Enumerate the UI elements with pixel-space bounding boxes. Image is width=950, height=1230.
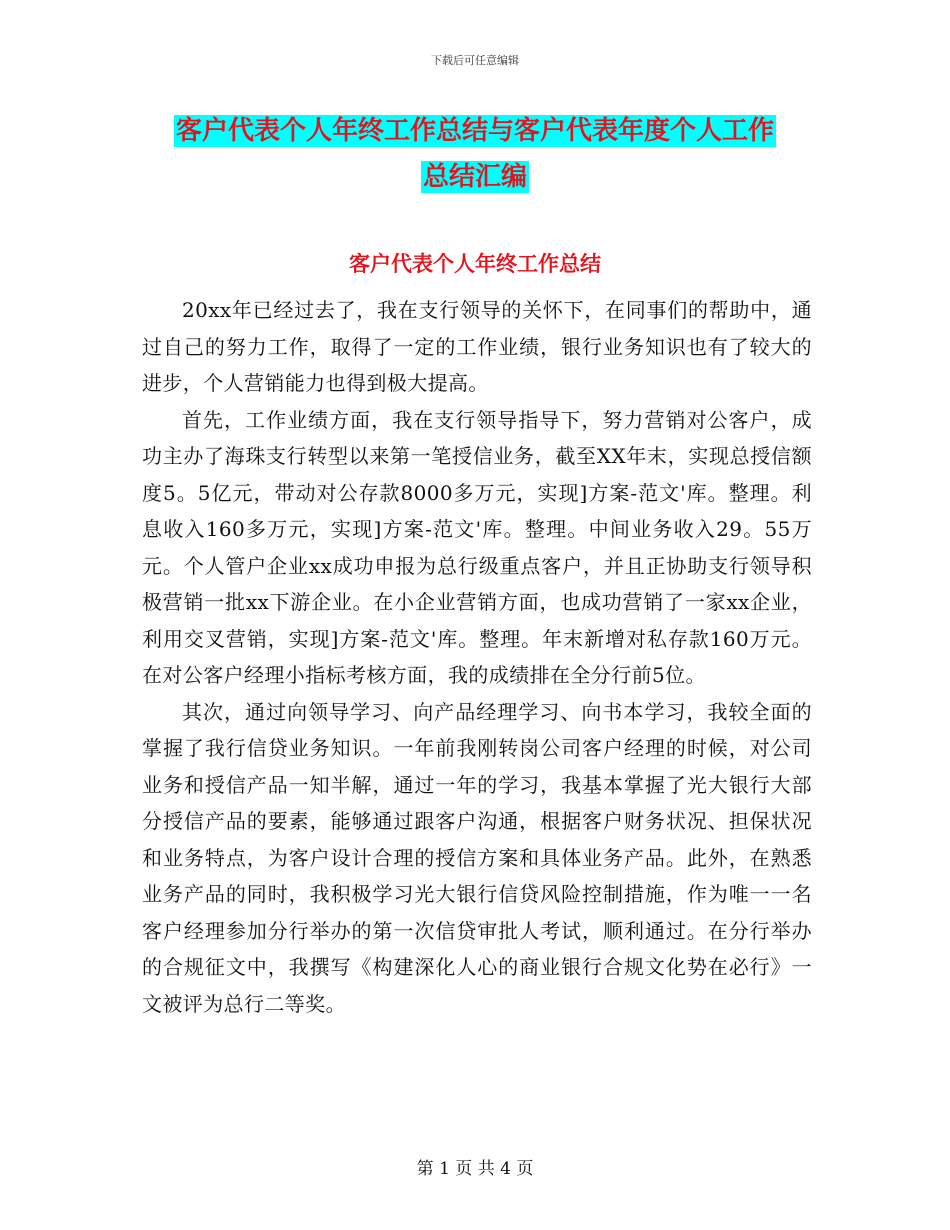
header-note: 下载后可任意编辑 [431, 54, 519, 67]
paragraph: 首先，工作业绩方面，我在支行领导指导下，努力营销对公客户，成功主办了海珠支行转型以来第一笔授信业务，截至XX年末，实现总授信额度5。5亿元，带动对公存款8000多万元，实现]方案-范文'库。整理。利息收入160多万元，实现]方案-范文'库。整理。中间业务收入29。55万元。个人管户企业xx成功申报为总行级重点客户，并且正协助支行领导积极营销一批xx下游企业。在小企业营销方面，也成功营销了一家xx企业，利用交叉营销，实现]方案-范文'库。整理。年末新增对私存款160万元。在对公客户经理小指标考核方面，我的成绩排在全分行前5位。 [142, 407, 812, 687]
section-title: 客户代表个人年终工作总结 [349, 252, 601, 276]
document-title-line-2: 总结汇编 [422, 162, 527, 192]
page-number: 第 1 页 共 4 页 [416, 1159, 534, 1179]
document-title [120, 108, 830, 200]
paragraph: 20xx年已经过去了，我在支行领导的关怀下，在同事们的帮助中，通过自己的努力工作，取得了一定的工作业绩，银行业务知识也有了较大的进步，个人营销能力也得到极大提高。 [142, 298, 812, 395]
document-body [142, 292, 812, 1022]
paragraph: 其次，通过向领导学习、向产品经理学习、向书本学习，我较全面的掌握了我行信贷业务知识。一年前我刚转岗公司客户经理的时候，对公司业务和授信产品一知半解，通过一年的学习，我基本掌握了光大银行大部分授信产品的要素，能够通过跟客户沟通，根据客户财务状况、担保状况和业务特点，为客户设计合理的授信方案和具体业务产品。此外，在熟悉业务产品的同时，我积极学习光大银行信贷风险控制措施，作为唯一一名客户经理参加分行举办的第一次信贷审批人考试，顺利通过。在分行举办的合规征文中，我撰写《构建深化人心的商业银行合规文化势在必行》一文被评为总行二等奖。 [142, 699, 812, 1016]
document-title-line-1: 客户代表个人年终工作总结与客户代表年度个人工作 [175, 116, 774, 146]
